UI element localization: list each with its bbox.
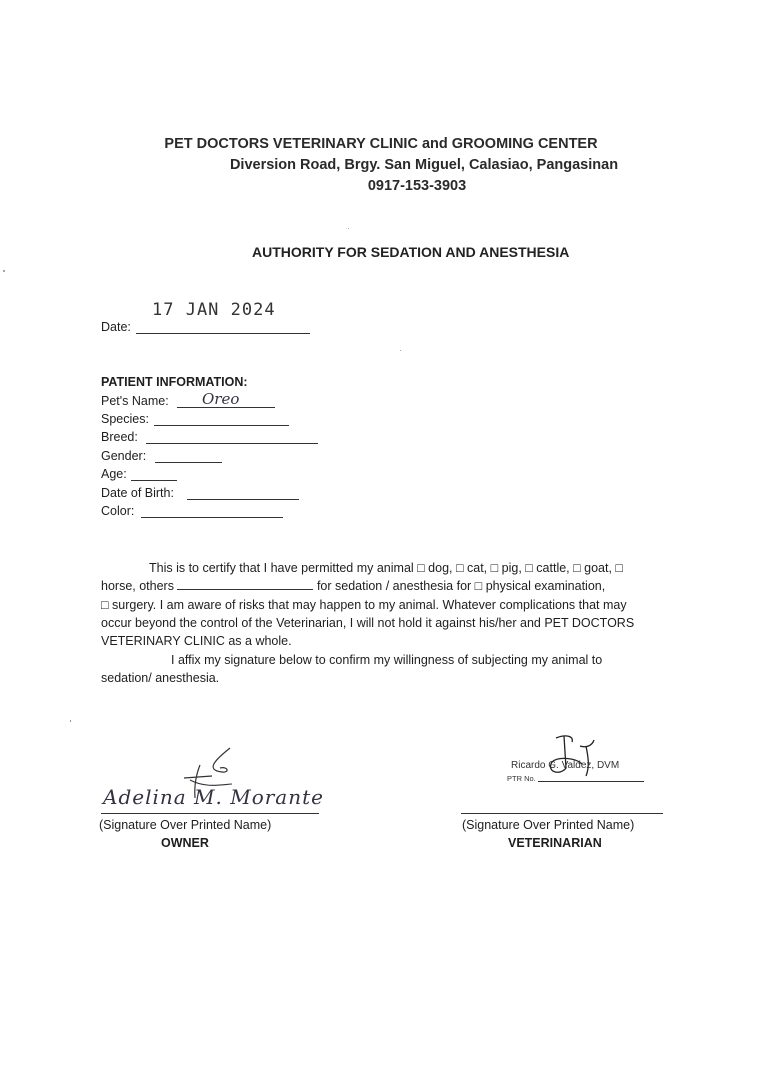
pets-name-label: Pet's Name: <box>101 394 169 408</box>
veterinarian-stamp-name: Ricardo G. Valdez, DVM <box>511 760 620 771</box>
species-label: Species: <box>101 412 149 426</box>
veterinarian-signature-line[interactable] <box>461 813 663 814</box>
scan-speck <box>3 270 5 272</box>
body-line-1: This is to certify that I have permitted my animal □ dog, □ cat, □ pig, □ cattle, □ goat, □ <box>149 561 623 575</box>
scan-speck <box>400 350 401 351</box>
ptr-number-line[interactable] <box>538 781 644 782</box>
ptr-label: PTR No. <box>507 774 536 783</box>
others-blank-line[interactable] <box>177 577 313 590</box>
patient-info-heading: PATIENT INFORMATION: <box>101 375 248 389</box>
document-title: AUTHORITY FOR SEDATION AND ANESTHESIA <box>252 244 570 260</box>
age-label: Age: <box>101 467 127 481</box>
pets-name-value: Oreo <box>202 390 240 408</box>
color-line[interactable] <box>141 517 283 518</box>
color-label: Color: <box>101 504 135 518</box>
body-line-2-end: for sedation / anesthesia for □ physical examination, <box>316 579 606 593</box>
dob-label: Date of Birth: <box>101 486 174 500</box>
breed-line[interactable] <box>146 443 318 444</box>
date-line[interactable] <box>136 333 310 334</box>
scan-speck <box>70 720 71 722</box>
clinic-phone: 0917-153-3903 <box>367 178 467 194</box>
owner-signature-line[interactable] <box>101 813 319 814</box>
body-line-3: □ surgery. I am aware of risks that may happen to my animal. Whatever complications that may <box>101 598 627 612</box>
date-label: Date: <box>101 320 131 334</box>
date-stamp: 17 JAN 2024 <box>152 300 276 320</box>
body-line-5: VETERINARY CLINIC as a whole. <box>101 634 292 648</box>
body-line-6: I affix my signature below to confirm my willingness of subjecting my animal to <box>171 653 603 667</box>
scan-speck <box>348 228 349 229</box>
owner-role-label: OWNER <box>161 836 209 850</box>
body-line-7: sedation/ anesthesia. <box>101 671 220 685</box>
breed-label: Breed: <box>101 430 138 444</box>
dob-line[interactable] <box>187 499 299 500</box>
body-line-2-start: horse, others <box>101 579 174 593</box>
age-line[interactable] <box>131 480 177 481</box>
body-line-2 <box>101 577 701 596</box>
veterinarian-role-label: VETERINARIAN <box>508 836 602 850</box>
owner-signature-caption: (Signature Over Printed Name) <box>99 818 272 832</box>
clinic-name: PET DOCTORS VETERINARY CLINIC and GROOMING CENTER <box>164 136 598 152</box>
owner-printed-name: Adelina M. Morante <box>103 785 324 809</box>
gender-label: Gender: <box>101 449 147 463</box>
veterinarian-signature-caption: (Signature Over Printed Name) <box>462 818 635 832</box>
veterinarian-signature-mark <box>536 728 606 788</box>
gender-line[interactable] <box>155 462 222 463</box>
clinic-address: Diversion Road, Brgy. San Miguel, Calasiao, Pangasinan <box>229 157 619 173</box>
body-line-4: occur beyond the control of the Veterinarian, I will not hold it against his/her and PET DOCTORS <box>101 616 635 630</box>
pets-name-line[interactable] <box>177 407 275 408</box>
species-line[interactable] <box>154 425 289 426</box>
